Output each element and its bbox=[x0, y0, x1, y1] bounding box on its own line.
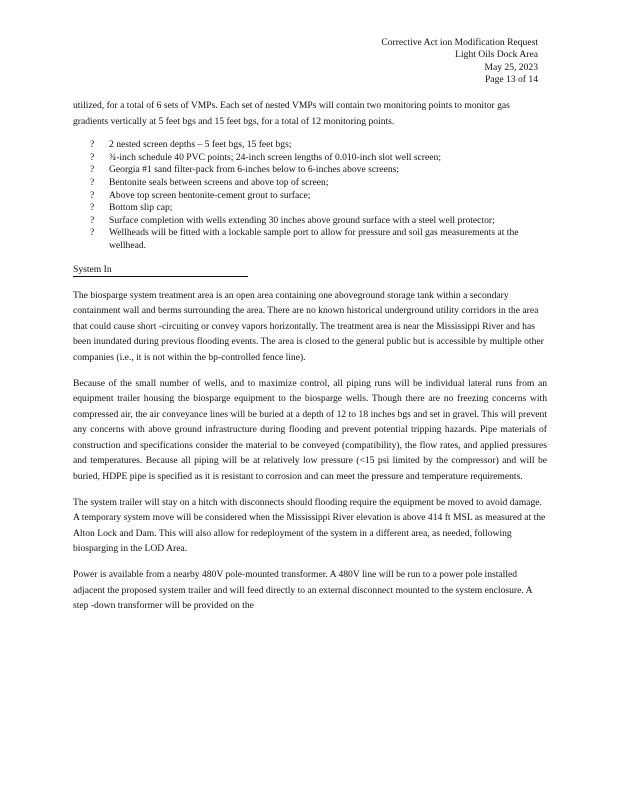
list-item bbox=[73, 190, 547, 203]
body-paragraph: The system trailer will stay on a hitch with disconnects should flooding require the equipment be moved to avoid damage. A temporary system move will be considered when the Mississippi River elevation is above 414 ft MSL as measured at the Alton Lock and Dam. This will also allow for redeployment of the system in a different area, as needed, following biosparging in the LOD Area. bbox=[73, 496, 546, 555]
list-item-text: Wellheads will be fitted with a lockable sample port to allow for pressure and soil gas measurements at the wellhead. bbox=[109, 227, 519, 251]
header-page-number: Page 13 of 14 bbox=[484, 74, 538, 86]
bullet-list bbox=[73, 139, 547, 252]
bullet-marker: ? bbox=[90, 214, 95, 226]
list-item-text: 2 nested screen depths – 5 feet bgs, 15 feet bgs; bbox=[109, 139, 292, 151]
document-body bbox=[73, 98, 547, 624]
list-item-text: Georgia #1 sand filter-pack from 6-inches below to 6-inches above screens; bbox=[109, 164, 400, 176]
list-item-text: Bentonite seals between screens and above top of screen; bbox=[109, 176, 329, 188]
section-heading-text: System In bbox=[73, 264, 248, 277]
list-item-text: ¾-inch schedule 40 PVC points; 24-inch screen lengths of 0.010-inch slot well screen; bbox=[109, 151, 441, 163]
intro-paragraph: utilized, for a total of 6 sets of VMPs. Each set of nested VMPs will contain two monitoring points to monitor gas gradients vertically at 5 feet bgs and 15 feet bgs, for a total of 12 monitoring points. bbox=[73, 100, 510, 127]
bullet-marker: ? bbox=[90, 202, 95, 214]
bullet-marker: ? bbox=[90, 227, 95, 239]
section-heading bbox=[73, 263, 547, 277]
bullet-marker: ? bbox=[90, 151, 95, 163]
bullet-marker: ? bbox=[90, 139, 95, 151]
list-item bbox=[73, 177, 547, 190]
list-item bbox=[73, 202, 547, 215]
list-item bbox=[73, 139, 547, 152]
header-area: Light Oils Dock Area bbox=[455, 49, 538, 61]
header-title: Corrective Act ion Modification Request bbox=[381, 37, 538, 48]
list-item bbox=[73, 152, 547, 165]
list-item-text: Bottom slip cap; bbox=[109, 202, 173, 214]
bullet-marker: ? bbox=[90, 189, 95, 201]
body-paragraph: The biosparge system treatment area is an open area containing one aboveground storage tank within a secondary containment wall and berms surrounding the area. There are no known historical underground utility corridors in the area that could cause short -circuiting or convey vapors horizontally. The treatment area is near the Mississippi River and has been inundated during previous flooding events. The area is closed to the general public but is accessible by multiple other companies (i.e., it is not within the bp-controlled fence line). bbox=[73, 289, 544, 363]
list-item-text: Surface completion with wells extending 30 inches above ground surface with a steel well protector; bbox=[109, 214, 495, 226]
list-item bbox=[73, 227, 547, 252]
body-paragraph: Because of the small number of wells, and to maximize control, all piping runs will be individual lateral runs from an equipment trailer housing the biosparge equipment to the biosparge wells. Though there are no freezing concerns with compressed air, the air conveyance lines will be buried at a depth of 12 to 18 inches bgs and set in gravel. This will prevent any concerns with above ground infrastructure during flooding and prevent potential tripping hazards. Pipe materials of construction and specifications consider the material to be conveyed (compatibility), the flow rates, and applied pressures and temperatures. Because all piping will be at relatively low pressure (<15 psi limited by the compressor) and will be buried, HDPE pipe is specified as it is resistant to corrosion and can meet the pressure and temperature requirements. bbox=[73, 377, 547, 483]
bullet-marker: ? bbox=[90, 176, 95, 188]
bullet-marker: ? bbox=[90, 164, 95, 176]
list-item bbox=[73, 215, 547, 228]
header-date: May 25, 2023 bbox=[484, 61, 538, 73]
page-header bbox=[381, 37, 538, 87]
list-item-text: Above top screen bentonite-cement grout to surface; bbox=[109, 189, 311, 201]
body-paragraph: Power is available from a nearby 480V pole-mounted transformer. A 480V line will be run to a power pole installed adjacent the proposed system trailer and will feed directly to an external disconnect mounted to the system enclosure. A step -down transformer will be provided on the bbox=[73, 569, 533, 612]
list-item bbox=[73, 164, 547, 177]
